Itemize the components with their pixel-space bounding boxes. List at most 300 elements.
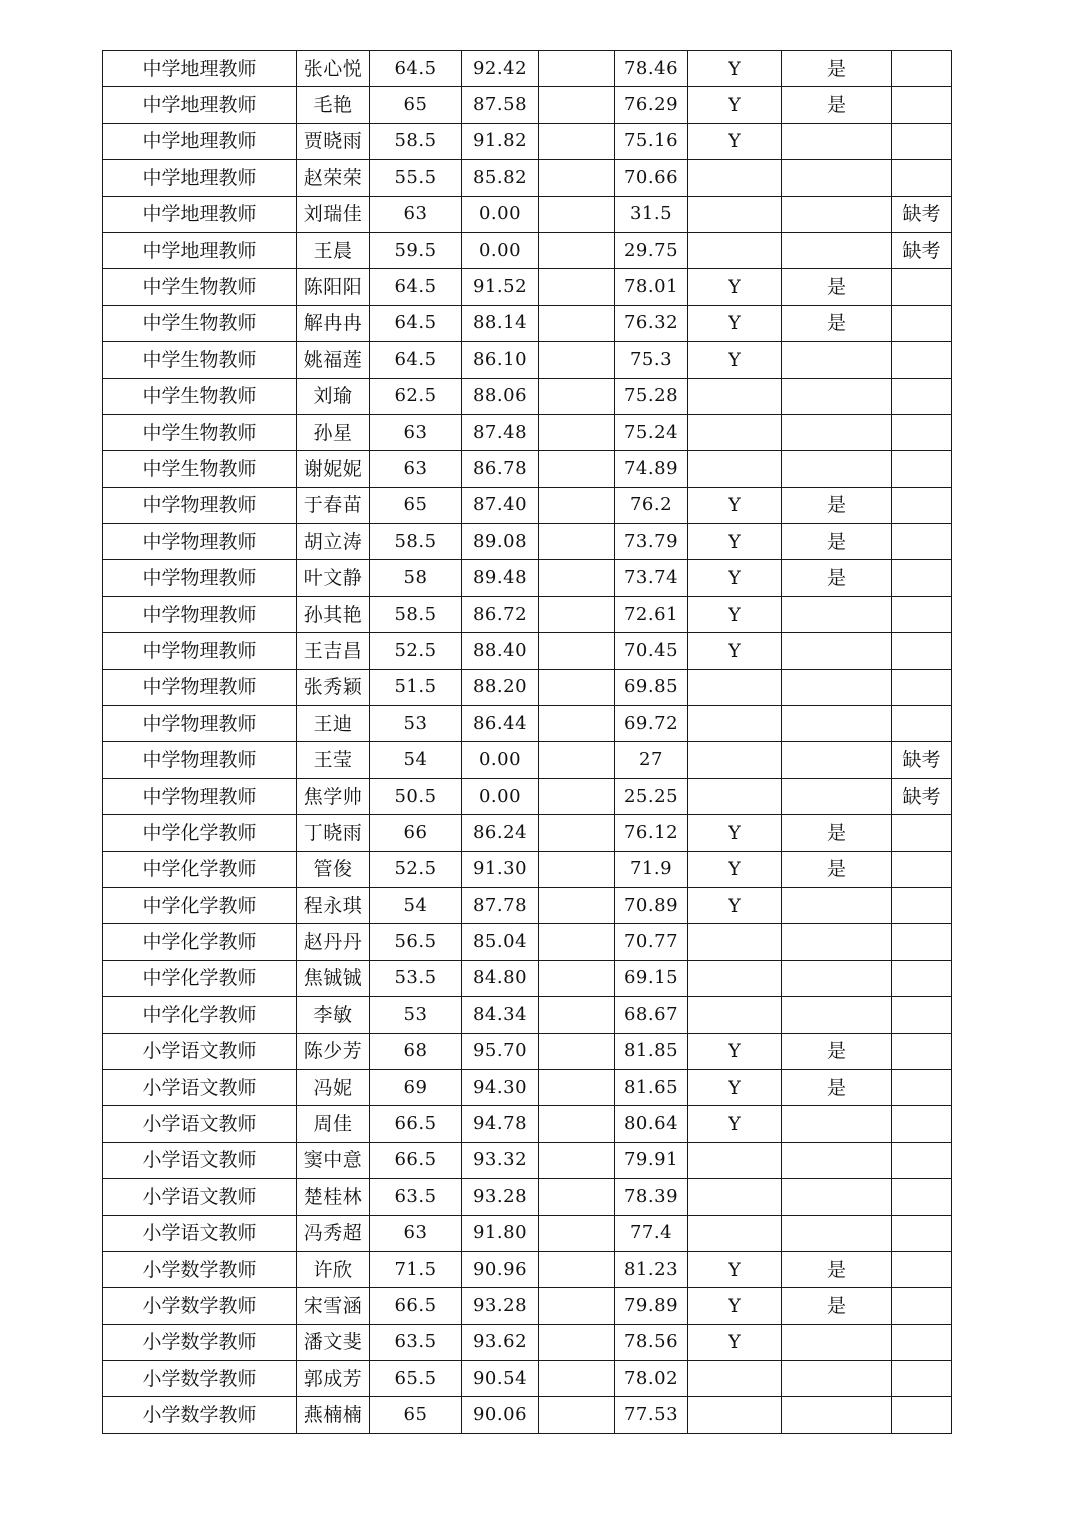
cell-total-score: 25.25 — [615, 778, 688, 814]
cell-written-score: 55.5 — [370, 160, 462, 196]
cell-written-score: 69 — [370, 1069, 462, 1105]
cell-position: 小学数学教师 — [103, 1251, 297, 1287]
cell-interview-score: 88.06 — [462, 378, 539, 414]
cell-interview-score: 94.78 — [462, 1106, 539, 1142]
cell-written-score: 53 — [370, 706, 462, 742]
cell-total-score: 72.61 — [615, 596, 688, 632]
cell-total-score: 75.28 — [615, 378, 688, 414]
cell-selected-mark — [782, 924, 892, 960]
cell-remark: 缺考 — [892, 742, 952, 778]
cell-empty — [539, 778, 615, 814]
cell-shortlist-mark: Y — [688, 1251, 782, 1287]
cell-remark — [892, 87, 952, 123]
cell-total-score: 31.5 — [615, 196, 688, 232]
cell-total-score: 77.4 — [615, 1215, 688, 1251]
cell-name: 王吉昌 — [297, 633, 370, 669]
cell-position: 中学物理教师 — [103, 633, 297, 669]
cell-remark — [892, 1215, 952, 1251]
cell-empty — [539, 1179, 615, 1215]
cell-interview-score: 93.62 — [462, 1324, 539, 1360]
cell-total-score: 80.64 — [615, 1106, 688, 1142]
cell-remark — [892, 1142, 952, 1178]
cell-written-score: 56.5 — [370, 924, 462, 960]
cell-shortlist-mark: Y — [688, 1033, 782, 1069]
score-sheet — [102, 50, 951, 1434]
cell-position: 中学地理教师 — [103, 123, 297, 159]
cell-name: 程永琪 — [297, 887, 370, 923]
cell-selected-mark — [782, 1397, 892, 1433]
cell-interview-score: 85.04 — [462, 924, 539, 960]
cell-shortlist-mark — [688, 960, 782, 996]
cell-total-score: 78.02 — [615, 1361, 688, 1397]
cell-interview-score: 86.72 — [462, 596, 539, 632]
cell-name: 李敏 — [297, 997, 370, 1033]
table-row — [103, 1033, 952, 1069]
cell-position: 中学物理教师 — [103, 742, 297, 778]
cell-shortlist-mark — [688, 1142, 782, 1178]
cell-name: 解冉冉 — [297, 305, 370, 341]
cell-total-score: 70.45 — [615, 633, 688, 669]
cell-shortlist-mark — [688, 1179, 782, 1215]
cell-written-score: 50.5 — [370, 778, 462, 814]
cell-interview-score: 92.42 — [462, 51, 539, 87]
cell-empty — [539, 1288, 615, 1324]
cell-remark — [892, 487, 952, 523]
cell-interview-score: 87.40 — [462, 487, 539, 523]
cell-name: 姚福莲 — [297, 342, 370, 378]
cell-written-score: 53 — [370, 997, 462, 1033]
cell-position: 中学化学教师 — [103, 887, 297, 923]
cell-selected-mark — [782, 960, 892, 996]
cell-position: 中学生物教师 — [103, 342, 297, 378]
cell-name: 冯妮 — [297, 1069, 370, 1105]
cell-written-score: 66.5 — [370, 1288, 462, 1324]
table-row — [103, 1324, 952, 1360]
cell-empty — [539, 924, 615, 960]
cell-interview-score: 88.14 — [462, 305, 539, 341]
cell-written-score: 65.5 — [370, 1361, 462, 1397]
cell-selected-mark — [782, 596, 892, 632]
cell-name: 王迪 — [297, 706, 370, 742]
cell-remark — [892, 560, 952, 596]
cell-name: 张秀颖 — [297, 669, 370, 705]
table-row — [103, 414, 952, 450]
cell-remark: 缺考 — [892, 196, 952, 232]
cell-interview-score: 90.96 — [462, 1251, 539, 1287]
cell-remark — [892, 1106, 952, 1142]
cell-remark — [892, 851, 952, 887]
cell-selected-mark — [782, 196, 892, 232]
cell-position: 中学生物教师 — [103, 269, 297, 305]
cell-shortlist-mark — [688, 778, 782, 814]
table-row — [103, 815, 952, 851]
cell-empty — [539, 633, 615, 669]
cell-name: 许欣 — [297, 1251, 370, 1287]
cell-shortlist-mark — [688, 669, 782, 705]
cell-name: 窦中意 — [297, 1142, 370, 1178]
cell-empty — [539, 269, 615, 305]
cell-total-score: 81.85 — [615, 1033, 688, 1069]
cell-total-score: 78.46 — [615, 51, 688, 87]
cell-name: 胡立涛 — [297, 524, 370, 560]
cell-name: 孙其艳 — [297, 596, 370, 632]
cell-name: 冯秀超 — [297, 1215, 370, 1251]
cell-shortlist-mark: Y — [688, 1069, 782, 1105]
cell-name: 刘瑜 — [297, 378, 370, 414]
cell-remark — [892, 1397, 952, 1433]
cell-remark — [892, 924, 952, 960]
cell-remark — [892, 1288, 952, 1324]
table-row — [103, 1106, 952, 1142]
cell-remark — [892, 633, 952, 669]
cell-written-score: 63.5 — [370, 1324, 462, 1360]
table-row — [103, 305, 952, 341]
cell-interview-score: 84.80 — [462, 960, 539, 996]
cell-empty — [539, 487, 615, 523]
cell-total-score: 70.89 — [615, 887, 688, 923]
cell-selected-mark — [782, 342, 892, 378]
cell-interview-score: 93.32 — [462, 1142, 539, 1178]
cell-total-score: 79.89 — [615, 1288, 688, 1324]
cell-shortlist-mark — [688, 196, 782, 232]
table-row — [103, 633, 952, 669]
table-row — [103, 269, 952, 305]
cell-shortlist-mark — [688, 742, 782, 778]
cell-selected-mark — [782, 1106, 892, 1142]
cell-empty — [539, 1033, 615, 1069]
table-row — [103, 997, 952, 1033]
cell-total-score: 78.01 — [615, 269, 688, 305]
cell-shortlist-mark: Y — [688, 560, 782, 596]
cell-written-score: 52.5 — [370, 633, 462, 669]
cell-total-score: 76.29 — [615, 87, 688, 123]
table-row — [103, 596, 952, 632]
cell-written-score: 65 — [370, 1397, 462, 1433]
cell-empty — [539, 997, 615, 1033]
cell-shortlist-mark: Y — [688, 633, 782, 669]
cell-selected-mark: 是 — [782, 51, 892, 87]
cell-position: 中学生物教师 — [103, 305, 297, 341]
cell-shortlist-mark: Y — [688, 342, 782, 378]
cell-interview-score: 93.28 — [462, 1179, 539, 1215]
cell-shortlist-mark: Y — [688, 305, 782, 341]
cell-interview-score: 88.20 — [462, 669, 539, 705]
cell-empty — [539, 815, 615, 851]
cell-position: 中学生物教师 — [103, 414, 297, 450]
cell-total-score: 73.79 — [615, 524, 688, 560]
cell-shortlist-mark — [688, 378, 782, 414]
cell-selected-mark: 是 — [782, 269, 892, 305]
cell-name: 贾晓雨 — [297, 123, 370, 159]
table-row — [103, 123, 952, 159]
cell-remark — [892, 378, 952, 414]
cell-position: 小学数学教师 — [103, 1397, 297, 1433]
cell-position: 中学化学教师 — [103, 960, 297, 996]
cell-name: 王晨 — [297, 232, 370, 268]
cell-remark — [892, 1179, 952, 1215]
cell-empty — [539, 123, 615, 159]
cell-position: 中学生物教师 — [103, 378, 297, 414]
cell-remark — [892, 1033, 952, 1069]
cell-empty — [539, 232, 615, 268]
cell-selected-mark: 是 — [782, 815, 892, 851]
table-row — [103, 1142, 952, 1178]
cell-written-score: 58 — [370, 560, 462, 596]
cell-remark — [892, 815, 952, 851]
table-row — [103, 87, 952, 123]
cell-interview-score: 89.08 — [462, 524, 539, 560]
cell-selected-mark — [782, 669, 892, 705]
cell-empty — [539, 1069, 615, 1105]
cell-position: 小学语文教师 — [103, 1179, 297, 1215]
cell-selected-mark: 是 — [782, 487, 892, 523]
cell-name: 刘瑞佳 — [297, 196, 370, 232]
cell-selected-mark — [782, 887, 892, 923]
cell-total-score: 81.23 — [615, 1251, 688, 1287]
cell-shortlist-mark: Y — [688, 596, 782, 632]
cell-position: 中学地理教师 — [103, 87, 297, 123]
cell-interview-score: 91.80 — [462, 1215, 539, 1251]
cell-written-score: 68 — [370, 1033, 462, 1069]
cell-name: 郭成芳 — [297, 1361, 370, 1397]
cell-empty — [539, 1106, 615, 1142]
table-row — [103, 232, 952, 268]
cell-remark — [892, 887, 952, 923]
cell-total-score: 75.16 — [615, 123, 688, 159]
table-row — [103, 160, 952, 196]
cell-shortlist-mark: Y — [688, 887, 782, 923]
cell-remark — [892, 997, 952, 1033]
cell-shortlist-mark: Y — [688, 123, 782, 159]
cell-position: 中学化学教师 — [103, 851, 297, 887]
cell-selected-mark — [782, 232, 892, 268]
cell-position: 中学地理教师 — [103, 160, 297, 196]
cell-position: 中学物理教师 — [103, 524, 297, 560]
cell-interview-score: 87.58 — [462, 87, 539, 123]
cell-written-score: 63 — [370, 451, 462, 487]
cell-name: 丁晓雨 — [297, 815, 370, 851]
cell-selected-mark: 是 — [782, 305, 892, 341]
cell-selected-mark: 是 — [782, 560, 892, 596]
cell-name: 焦学帅 — [297, 778, 370, 814]
cell-total-score: 74.89 — [615, 451, 688, 487]
cell-name: 管俊 — [297, 851, 370, 887]
cell-remark — [892, 123, 952, 159]
cell-empty — [539, 596, 615, 632]
cell-empty — [539, 669, 615, 705]
cell-written-score: 63 — [370, 414, 462, 450]
cell-position: 小学语文教师 — [103, 1033, 297, 1069]
cell-empty — [539, 887, 615, 923]
cell-written-score: 63.5 — [370, 1179, 462, 1215]
cell-written-score: 65 — [370, 87, 462, 123]
cell-empty — [539, 378, 615, 414]
table-row — [103, 487, 952, 523]
cell-written-score: 66 — [370, 815, 462, 851]
cell-name: 于春苗 — [297, 487, 370, 523]
cell-written-score: 66.5 — [370, 1106, 462, 1142]
cell-remark — [892, 160, 952, 196]
cell-selected-mark: 是 — [782, 1069, 892, 1105]
cell-name: 孙星 — [297, 414, 370, 450]
cell-empty — [539, 1215, 615, 1251]
cell-total-score: 76.12 — [615, 815, 688, 851]
cell-written-score: 63 — [370, 196, 462, 232]
cell-name: 宋雪涵 — [297, 1288, 370, 1324]
cell-position: 小学语文教师 — [103, 1069, 297, 1105]
cell-empty — [539, 1397, 615, 1433]
table-body — [103, 51, 952, 1434]
table-row — [103, 1361, 952, 1397]
cell-remark — [892, 706, 952, 742]
cell-empty — [539, 1251, 615, 1287]
cell-interview-score: 84.34 — [462, 997, 539, 1033]
cell-selected-mark — [782, 778, 892, 814]
cell-total-score: 70.66 — [615, 160, 688, 196]
cell-interview-score: 0.00 — [462, 196, 539, 232]
cell-position: 中学物理教师 — [103, 669, 297, 705]
cell-interview-score: 91.82 — [462, 123, 539, 159]
cell-total-score: 78.39 — [615, 1179, 688, 1215]
cell-shortlist-mark — [688, 414, 782, 450]
cell-total-score: 81.65 — [615, 1069, 688, 1105]
cell-remark — [892, 51, 952, 87]
table-row — [103, 524, 952, 560]
cell-empty — [539, 851, 615, 887]
cell-interview-score: 86.78 — [462, 451, 539, 487]
cell-shortlist-mark — [688, 924, 782, 960]
table-row — [103, 851, 952, 887]
cell-remark: 缺考 — [892, 778, 952, 814]
cell-position: 中学化学教师 — [103, 924, 297, 960]
cell-shortlist-mark — [688, 232, 782, 268]
cell-position: 小学语文教师 — [103, 1106, 297, 1142]
cell-empty — [539, 706, 615, 742]
cell-remark — [892, 524, 952, 560]
cell-selected-mark — [782, 1179, 892, 1215]
cell-position: 中学物理教师 — [103, 778, 297, 814]
cell-name: 陈阳阳 — [297, 269, 370, 305]
cell-remark — [892, 1361, 952, 1397]
cell-shortlist-mark: Y — [688, 1288, 782, 1324]
cell-interview-score: 87.48 — [462, 414, 539, 450]
cell-written-score: 54 — [370, 742, 462, 778]
table-row — [103, 1069, 952, 1105]
cell-selected-mark: 是 — [782, 87, 892, 123]
cell-position: 中学化学教师 — [103, 815, 297, 851]
table-row — [103, 51, 952, 87]
cell-shortlist-mark — [688, 1361, 782, 1397]
cell-interview-score: 86.44 — [462, 706, 539, 742]
cell-total-score: 79.91 — [615, 1142, 688, 1178]
cell-total-score: 75.24 — [615, 414, 688, 450]
cell-empty — [539, 1361, 615, 1397]
cell-interview-score: 88.40 — [462, 633, 539, 669]
cell-name: 叶文静 — [297, 560, 370, 596]
cell-name: 王莹 — [297, 742, 370, 778]
cell-selected-mark — [782, 997, 892, 1033]
table-row — [103, 1215, 952, 1251]
cell-shortlist-mark — [688, 706, 782, 742]
cell-total-score: 69.72 — [615, 706, 688, 742]
cell-position: 中学物理教师 — [103, 596, 297, 632]
cell-written-score: 54 — [370, 887, 462, 923]
cell-total-score: 69.15 — [615, 960, 688, 996]
table-row — [103, 1179, 952, 1215]
cell-position: 小学数学教师 — [103, 1288, 297, 1324]
table-row — [103, 887, 952, 923]
cell-written-score: 53.5 — [370, 960, 462, 996]
cell-interview-score: 0.00 — [462, 742, 539, 778]
cell-shortlist-mark — [688, 1215, 782, 1251]
cell-shortlist-mark: Y — [688, 51, 782, 87]
cell-interview-score: 86.10 — [462, 342, 539, 378]
score-table — [102, 50, 952, 1434]
table-row — [103, 196, 952, 232]
cell-interview-score: 90.06 — [462, 1397, 539, 1433]
cell-shortlist-mark — [688, 1397, 782, 1433]
cell-selected-mark — [782, 378, 892, 414]
cell-position: 中学物理教师 — [103, 560, 297, 596]
cell-shortlist-mark: Y — [688, 87, 782, 123]
table-row — [103, 960, 952, 996]
cell-selected-mark: 是 — [782, 1288, 892, 1324]
cell-position: 中学地理教师 — [103, 196, 297, 232]
cell-shortlist-mark: Y — [688, 269, 782, 305]
cell-empty — [539, 524, 615, 560]
cell-shortlist-mark — [688, 160, 782, 196]
cell-remark — [892, 1324, 952, 1360]
cell-shortlist-mark: Y — [688, 851, 782, 887]
cell-position: 小学语文教师 — [103, 1142, 297, 1178]
cell-name: 楚桂林 — [297, 1179, 370, 1215]
cell-position: 中学物理教师 — [103, 487, 297, 523]
cell-empty — [539, 305, 615, 341]
cell-total-score: 70.77 — [615, 924, 688, 960]
cell-name: 潘文斐 — [297, 1324, 370, 1360]
cell-selected-mark — [782, 633, 892, 669]
table-row — [103, 342, 952, 378]
table-row — [103, 1288, 952, 1324]
cell-remark — [892, 960, 952, 996]
cell-selected-mark — [782, 123, 892, 159]
cell-position: 中学地理教师 — [103, 232, 297, 268]
cell-interview-score: 93.28 — [462, 1288, 539, 1324]
cell-written-score: 64.5 — [370, 342, 462, 378]
cell-written-score: 65 — [370, 487, 462, 523]
cell-empty — [539, 451, 615, 487]
cell-name: 燕楠楠 — [297, 1397, 370, 1433]
cell-total-score: 73.74 — [615, 560, 688, 596]
cell-position: 小学语文教师 — [103, 1215, 297, 1251]
table-row — [103, 924, 952, 960]
cell-empty — [539, 742, 615, 778]
cell-total-score: 78.56 — [615, 1324, 688, 1360]
cell-interview-score: 86.24 — [462, 815, 539, 851]
table-row — [103, 706, 952, 742]
cell-shortlist-mark — [688, 451, 782, 487]
cell-name: 赵丹丹 — [297, 924, 370, 960]
cell-remark — [892, 414, 952, 450]
cell-written-score: 51.5 — [370, 669, 462, 705]
cell-remark — [892, 342, 952, 378]
cell-written-score: 62.5 — [370, 378, 462, 414]
cell-total-score: 27 — [615, 742, 688, 778]
cell-name: 张心悦 — [297, 51, 370, 87]
cell-written-score: 58.5 — [370, 524, 462, 560]
cell-position: 小学数学教师 — [103, 1324, 297, 1360]
cell-position: 中学化学教师 — [103, 997, 297, 1033]
